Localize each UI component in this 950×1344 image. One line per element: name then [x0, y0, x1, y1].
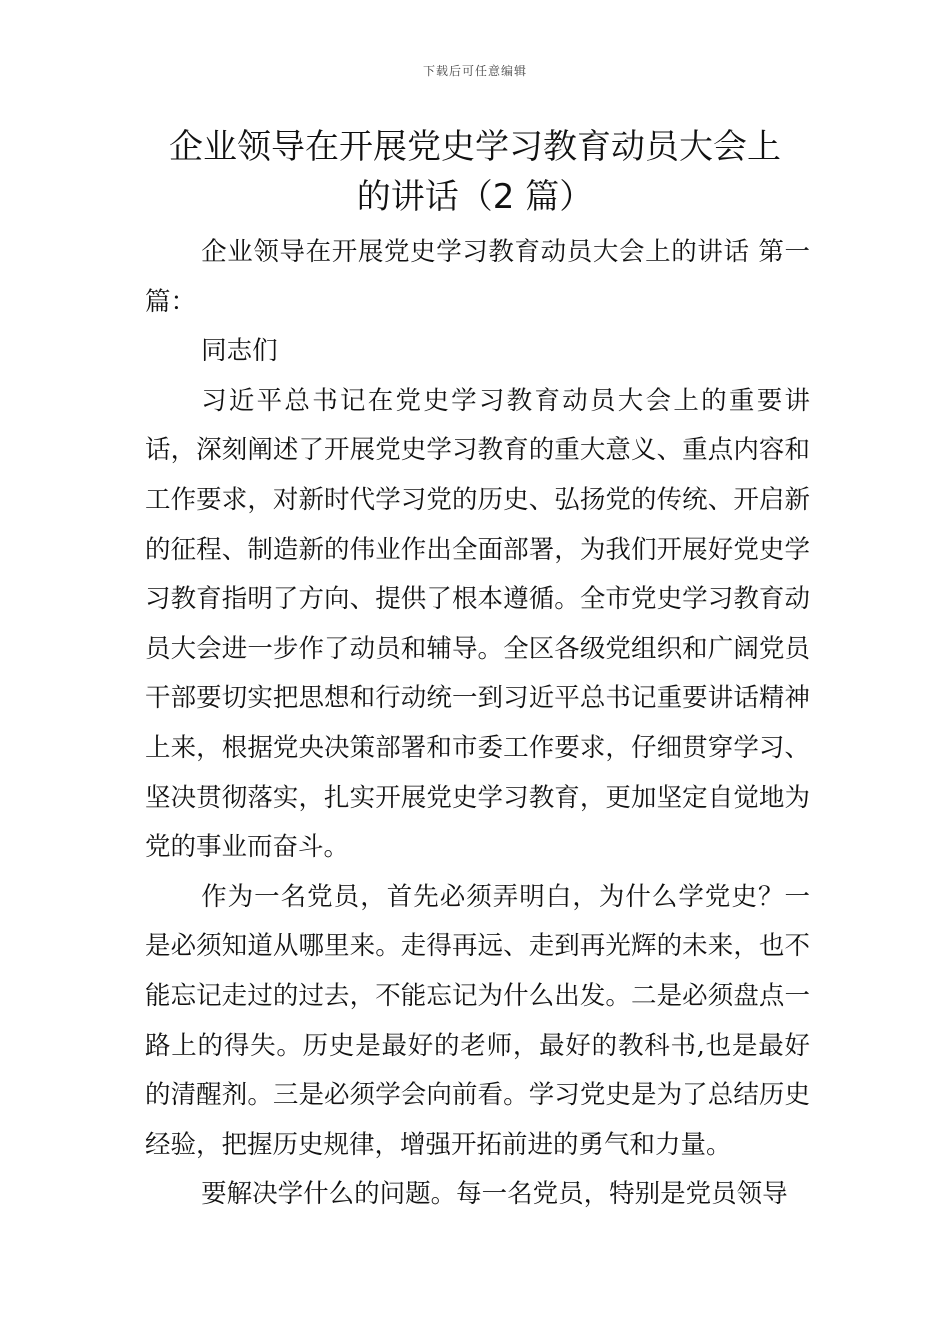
- paragraph-subtitle: 企业领导在开展党史学习教育动员大会上的讲话 第一篇：: [145, 237, 810, 317]
- paragraph-2: 作为一名党员，首先必须弄明白，为什么学党史？一是必须知道从哪里来。走得再远、走到再光辉的未来，也不能忘记走过的过去，不能忘记为什么出发。二是必须盘点一路上的得失。历史是最好的老师，最好的教科书,也是最好的清醒剂。三是必须学会向前看。学习党史是为了总结历史经验，把握历史规律，增强开拓前进的勇气和力量。: [145, 881, 810, 1160]
- paragraph-1: 习近平总书记在党史学习教育动员大会上的重要讲话，深刻阐述了开展党史学习教育的重大意义、重点内容和工作要求，对新时代学习党的历史、弘扬党的传统、开启新的征程、制造新的伟业作出全面部署，为我们开展好党史学习教育指明了方向、提供了根本遵循。全市党史学习教育动员大会进一步作了动员和辅导。全区各级党组织和广阔党员干部要切实把思想和行动统一到习近平总书记重要讲话精神上来，根据党央决策部署和市委工作要求，仔细贯穿学习、坚决贯彻落实，扎实开展党史学习教育，更加坚定自觉地为党的事业而奋斗。: [145, 385, 810, 863]
- title-line-1: 企业领导在开展党史学习教育动员大会上: [169, 127, 781, 167]
- title-line-2: 的讲话（2 篇）: [356, 177, 594, 217]
- document-title: [120, 122, 830, 222]
- paragraph-3: 要解决学什么的问题。每一名党员，特别是党员领导: [201, 1179, 788, 1210]
- paragraph-greeting: 同志们: [201, 336, 278, 367]
- header-note: 下载后可任意编辑: [422, 64, 527, 78]
- document-body: [145, 228, 810, 1220]
